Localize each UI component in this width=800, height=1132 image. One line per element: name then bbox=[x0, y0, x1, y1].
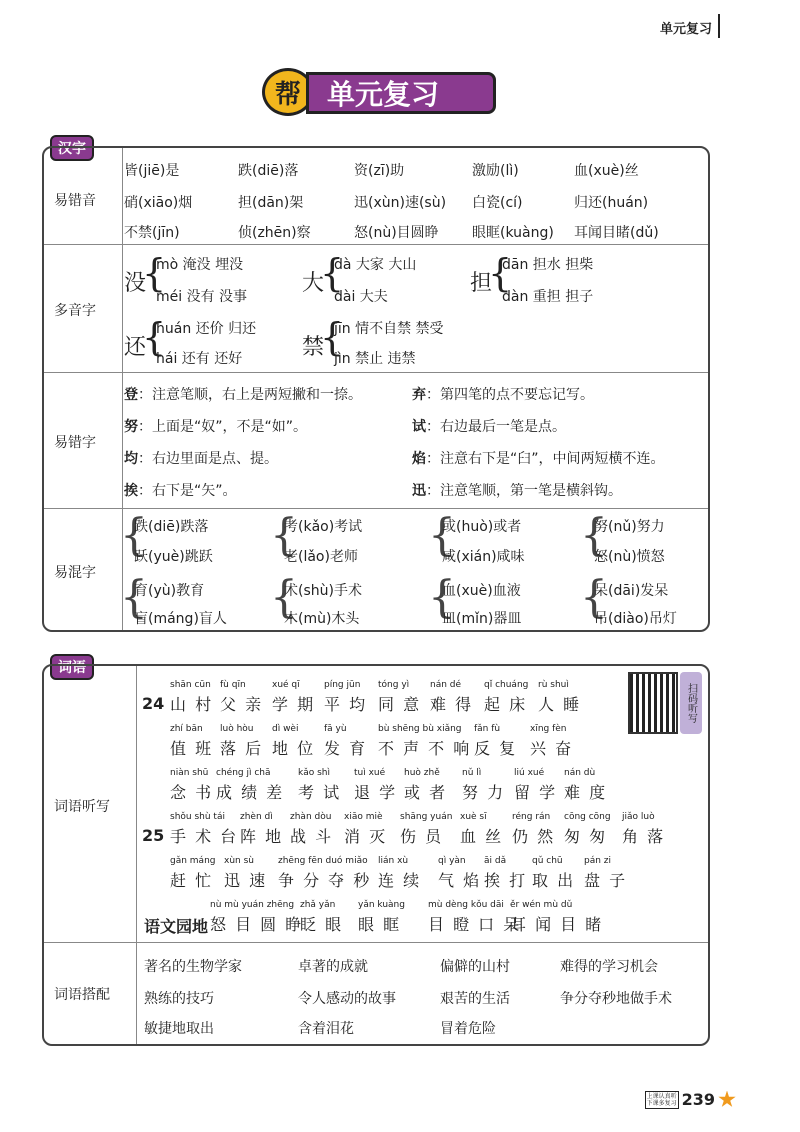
confusable: 皿(mǐn)器皿 bbox=[442, 611, 522, 627]
brace: { bbox=[580, 510, 608, 561]
pron-item: 不禁(jīn) bbox=[124, 225, 180, 241]
word-pinyin: rù shuì bbox=[538, 680, 569, 690]
confusable: 呆(dāi)发呆 bbox=[594, 583, 669, 599]
star-icon bbox=[718, 1091, 736, 1109]
word-pinyin: nán dù bbox=[564, 768, 596, 778]
pron-item: 皆(jiē)是 bbox=[124, 163, 180, 179]
word-hanzi: 地 位 bbox=[272, 739, 316, 758]
word-hanzi: 平 均 bbox=[324, 695, 368, 714]
pron-item: 资(zī)助 bbox=[354, 163, 405, 179]
word-pinyin: ěr wén mù dǔ bbox=[510, 900, 573, 910]
word-hanzi: 挨 打 bbox=[484, 871, 528, 890]
brace: { bbox=[320, 251, 345, 295]
word-pinyin: gǎn máng bbox=[170, 856, 216, 866]
word-hanzi: 战 斗 bbox=[290, 827, 334, 846]
confusable: 术(shù)手术 bbox=[284, 583, 362, 599]
word-pinyin: liú xué bbox=[514, 768, 545, 778]
word-pinyin: cōng cōng bbox=[564, 812, 611, 822]
word-hanzi: 考 试 bbox=[298, 783, 342, 802]
confusable: 努(nǔ)努力 bbox=[594, 519, 665, 535]
divider bbox=[44, 372, 708, 373]
poly-line: dà 大家 大山 bbox=[334, 257, 417, 273]
poly-char: 大 bbox=[302, 271, 325, 296]
word-hanzi: 连 续 bbox=[378, 871, 422, 890]
word-pinyin: shǒu shù tái bbox=[170, 812, 225, 822]
word-hanzi: 眼 眶 bbox=[358, 915, 402, 934]
title-badge: 帮 bbox=[262, 68, 314, 116]
confusable: 盲(máng)盲人 bbox=[134, 611, 227, 627]
divider bbox=[44, 244, 708, 245]
error-char-item: 登：注意笔顺，右上是两短撇和一捺。 bbox=[124, 387, 362, 403]
confusable: 血(xuè)血液 bbox=[442, 583, 521, 599]
header-divider bbox=[718, 14, 720, 38]
collocation: 难得的学习机会 bbox=[560, 959, 658, 975]
word-pinyin: réng rán bbox=[512, 812, 551, 822]
word-hanzi: 手 术 台 bbox=[170, 827, 239, 846]
word-hanzi: 怒 目 圆 睁 bbox=[210, 915, 304, 934]
word-pinyin: fǎn fù bbox=[474, 724, 501, 734]
collocation: 含着泪花 bbox=[298, 1021, 354, 1037]
pron-item: 迅(xùn)速(sù) bbox=[354, 195, 447, 211]
pron-item: 归还(huán) bbox=[574, 195, 649, 211]
word-pinyin: niàn shū bbox=[170, 768, 209, 778]
word-pinyin: fù qīn bbox=[220, 680, 246, 690]
lesson-number: 25 bbox=[142, 826, 165, 845]
word-pinyin: zhàn dòu bbox=[290, 812, 332, 822]
brace: { bbox=[320, 315, 345, 359]
word-hanzi: 争 分 夺 秒 bbox=[278, 871, 372, 890]
poly-char: 禁 bbox=[302, 335, 325, 360]
error-char-item: 挨：右下是“矢”。 bbox=[124, 483, 237, 499]
word-hanzi: 落 后 bbox=[220, 739, 264, 758]
pron-item: 硝(xiāo)烟 bbox=[124, 195, 193, 211]
word-pinyin: āi dǎ bbox=[484, 856, 507, 866]
word-pinyin: tóng yì bbox=[378, 680, 410, 690]
word-hanzi: 阵 地 bbox=[240, 827, 284, 846]
lesson-number: 24 bbox=[142, 694, 165, 713]
confusable: 或(huò)或者 bbox=[442, 519, 522, 535]
qr-label[interactable]: 扫码听写 bbox=[680, 672, 702, 734]
word-pinyin: shān cūn bbox=[170, 680, 211, 690]
error-char-item: 焰：注意右下是“臼”，中间两短横不连。 bbox=[412, 451, 665, 467]
word-hanzi: 仍 然 bbox=[512, 827, 556, 846]
word-hanzi: 取 出 bbox=[532, 871, 576, 890]
word-hanzi: 赶 忙 bbox=[170, 871, 214, 890]
running-title: 单元复习 bbox=[659, 22, 712, 37]
divider bbox=[44, 508, 708, 509]
word-hanzi: 迅 速 bbox=[224, 871, 268, 890]
word-pinyin: kǎo shì bbox=[298, 768, 330, 778]
word-hanzi: 同 意 bbox=[378, 695, 422, 714]
poly-line: huán 还价 归还 bbox=[156, 321, 257, 337]
footer-note-line: 上课认真听 bbox=[646, 1092, 677, 1100]
word-hanzi: 或 者 bbox=[404, 783, 448, 802]
collocation: 著名的生物学家 bbox=[144, 959, 242, 975]
pron-item: 担(dān)架 bbox=[238, 195, 304, 211]
word-hanzi: 盘 子 bbox=[584, 871, 628, 890]
poly-line: hái 还有 还好 bbox=[156, 351, 243, 367]
word-pinyin: xùn sù bbox=[224, 856, 254, 866]
word-hanzi: 人 睡 bbox=[538, 695, 582, 714]
section-label: 多音字 bbox=[54, 303, 96, 319]
word-pinyin: bù shēng bù xiǎng bbox=[378, 724, 462, 734]
word-hanzi: 山 村 bbox=[170, 695, 214, 714]
word-hanzi: 难 得 bbox=[430, 695, 474, 714]
hanzi-tag: 汉字 bbox=[50, 135, 94, 161]
poly-char: 担 bbox=[470, 271, 493, 296]
word-pinyin: mù dèng kǒu dāi bbox=[428, 900, 504, 910]
brace: { bbox=[428, 510, 456, 561]
word-hanzi: 目 瞪 口 呆 bbox=[428, 915, 522, 934]
word-pinyin: pán zi bbox=[584, 856, 612, 866]
error-char-item: 迅：注意笔顺，第一笔是横斜钩。 bbox=[412, 483, 622, 499]
word-pinyin: qǐ chuáng bbox=[484, 680, 529, 690]
word-pinyin: zhǎ yǎn bbox=[300, 900, 336, 910]
word-hanzi: 反 复 bbox=[474, 739, 518, 758]
word-pinyin: zhí bān bbox=[170, 724, 203, 734]
word-pinyin: nù mù yuán zhēng bbox=[210, 900, 295, 910]
pron-item: 白瓷(cí) bbox=[472, 195, 523, 211]
confusable: 怒(nù)愤怒 bbox=[594, 549, 665, 565]
word-hanzi: 血 丝 bbox=[460, 827, 504, 846]
error-char-item: 努：上面是“奴”，不是“如”。 bbox=[124, 419, 308, 435]
word-hanzi: 耳 闻 目 睹 bbox=[510, 915, 604, 934]
error-char-item: 弃：第四笔的点不要忘记写。 bbox=[412, 387, 594, 403]
word-pinyin: lián xù bbox=[378, 856, 409, 866]
word-pinyin: tuì xué bbox=[354, 768, 386, 778]
word-hanzi: 不 声 不 响 bbox=[378, 739, 472, 758]
lesson-number: 语文园地 bbox=[144, 917, 209, 936]
page-footer bbox=[645, 1090, 736, 1109]
word-hanzi: 努 力 bbox=[462, 783, 506, 802]
poly-char: 还 bbox=[124, 335, 147, 360]
page-title bbox=[262, 66, 498, 118]
ciyu-tag: 词语 bbox=[50, 654, 94, 680]
word-pinyin: zhèn dì bbox=[240, 812, 273, 822]
word-hanzi: 匆 匆 bbox=[564, 827, 608, 846]
word-hanzi: 兴 奋 bbox=[530, 739, 574, 758]
word-pinyin: fā yù bbox=[324, 724, 347, 734]
word-pinyin: nǔ lì bbox=[462, 768, 482, 778]
word-pinyin: huò zhě bbox=[404, 768, 440, 778]
word-pinyin: jiǎo luò bbox=[622, 812, 655, 822]
word-pinyin: qǔ chū bbox=[532, 856, 563, 866]
word-hanzi: 难 度 bbox=[564, 783, 608, 802]
brace: { bbox=[142, 251, 167, 295]
word-pinyin: xiāo miè bbox=[344, 812, 383, 822]
brace: { bbox=[428, 572, 456, 623]
word-hanzi: 值 班 bbox=[170, 739, 214, 758]
word-hanzi: 消 灭 bbox=[344, 827, 388, 846]
brace: { bbox=[120, 510, 148, 561]
pron-item: 眼眶(kuàng) bbox=[472, 225, 554, 241]
word-hanzi: 起 床 bbox=[484, 695, 528, 714]
pron-item: 激励(lì) bbox=[472, 163, 519, 179]
confusable: 跌(diē)跌落 bbox=[134, 519, 209, 535]
word-pinyin: xīng fèn bbox=[530, 724, 567, 734]
word-hanzi: 学 期 bbox=[272, 695, 316, 714]
word-hanzi: 眨 眼 bbox=[300, 915, 344, 934]
word-pinyin: xué qī bbox=[272, 680, 300, 690]
collocation: 敏捷地取出 bbox=[144, 1021, 214, 1037]
confusable: 咸(xián)咸味 bbox=[442, 549, 525, 565]
confusable: 吊(diào)吊灯 bbox=[594, 611, 677, 627]
brace: { bbox=[142, 315, 167, 359]
word-pinyin: xuè sī bbox=[460, 812, 487, 822]
hanzi-box bbox=[42, 146, 710, 632]
section-label: 词语搭配 bbox=[54, 987, 110, 1003]
confusable: 考(kǎo)考试 bbox=[284, 519, 363, 535]
poly-line: mò 淹没 埋没 bbox=[156, 257, 244, 273]
word-hanzi: 成 绩 差 bbox=[216, 783, 285, 802]
pron-item: 跌(diē)落 bbox=[238, 163, 299, 179]
section-label: 词语听写 bbox=[54, 799, 110, 815]
collocation: 争分夺秒地做手术 bbox=[560, 991, 672, 1007]
poly-line: dài 大夫 bbox=[334, 289, 388, 305]
confusable: 跃(yuè)跳跃 bbox=[134, 549, 213, 565]
confusable: 老(lǎo)老师 bbox=[284, 549, 358, 565]
pron-item: 怒(nù)目圆睁 bbox=[354, 225, 439, 241]
word-pinyin: yǎn kuàng bbox=[358, 900, 405, 910]
title-text: 单元复习 bbox=[306, 72, 496, 114]
section-label: 易错字 bbox=[54, 435, 96, 451]
divider bbox=[136, 666, 137, 1044]
brace: { bbox=[270, 572, 298, 623]
word-hanzi: 角 落 bbox=[622, 827, 666, 846]
word-pinyin: shāng yuán bbox=[400, 812, 453, 822]
brace: { bbox=[580, 572, 608, 623]
pron-item: 侦(zhēn)察 bbox=[238, 225, 311, 241]
word-pinyin: qì yàn bbox=[438, 856, 466, 866]
word-pinyin: chéng jì chā bbox=[216, 768, 271, 778]
error-char-item: 均：右边里面是点、提。 bbox=[124, 451, 278, 467]
collocation: 冒着危险 bbox=[440, 1021, 496, 1037]
footer-note bbox=[645, 1091, 679, 1109]
word-hanzi: 退 学 bbox=[354, 783, 398, 802]
section-label: 易混字 bbox=[54, 565, 96, 581]
qr-code[interactable] bbox=[628, 672, 678, 734]
poly-line: dàn 重担 担子 bbox=[502, 289, 594, 305]
pron-item: 血(xuè)丝 bbox=[574, 163, 639, 179]
ciyu-box bbox=[42, 664, 710, 1046]
collocation: 令人感动的故事 bbox=[298, 991, 396, 1007]
confusable: 木(mù)木头 bbox=[284, 611, 360, 627]
poly-line: dān 担水 担柴 bbox=[502, 257, 594, 273]
collocation: 艰苦的生活 bbox=[440, 991, 510, 1007]
confusable: 育(yù)教育 bbox=[134, 583, 205, 599]
word-hanzi: 父 亲 bbox=[220, 695, 264, 714]
word-hanzi: 伤 员 bbox=[400, 827, 444, 846]
word-pinyin: píng jūn bbox=[324, 680, 361, 690]
brace: { bbox=[120, 572, 148, 623]
section-label: 易错音 bbox=[54, 193, 96, 209]
poly-char: 没 bbox=[124, 271, 147, 296]
error-char-item: 试：右边最后一笔是点。 bbox=[412, 419, 566, 435]
word-hanzi: 留 学 bbox=[514, 783, 558, 802]
collocation: 卓著的成就 bbox=[298, 959, 368, 975]
pron-item: 耳闻目睹(dǔ) bbox=[574, 225, 659, 241]
poly-line: jīn 情不自禁 禁受 bbox=[334, 321, 444, 337]
word-pinyin: nán dé bbox=[430, 680, 462, 690]
word-hanzi: 念 书 bbox=[170, 783, 214, 802]
word-pinyin: dì wèi bbox=[272, 724, 299, 734]
divider bbox=[44, 942, 708, 943]
poly-line: jìn 禁止 违禁 bbox=[334, 351, 416, 367]
word-hanzi: 气 焰 bbox=[438, 871, 482, 890]
page-number: 239 bbox=[681, 1090, 715, 1109]
poly-line: méi 没有 没事 bbox=[156, 289, 248, 305]
word-pinyin: luò hòu bbox=[220, 724, 254, 734]
collocation: 熟练的技巧 bbox=[144, 991, 214, 1007]
word-pinyin: zhēng fēn duó miǎo bbox=[278, 856, 368, 866]
brace: { bbox=[270, 510, 298, 561]
collocation: 偏僻的山村 bbox=[440, 959, 510, 975]
word-hanzi: 发 育 bbox=[324, 739, 368, 758]
brace: { bbox=[488, 251, 513, 295]
footer-note-line: 下课多复习 bbox=[646, 1099, 677, 1107]
